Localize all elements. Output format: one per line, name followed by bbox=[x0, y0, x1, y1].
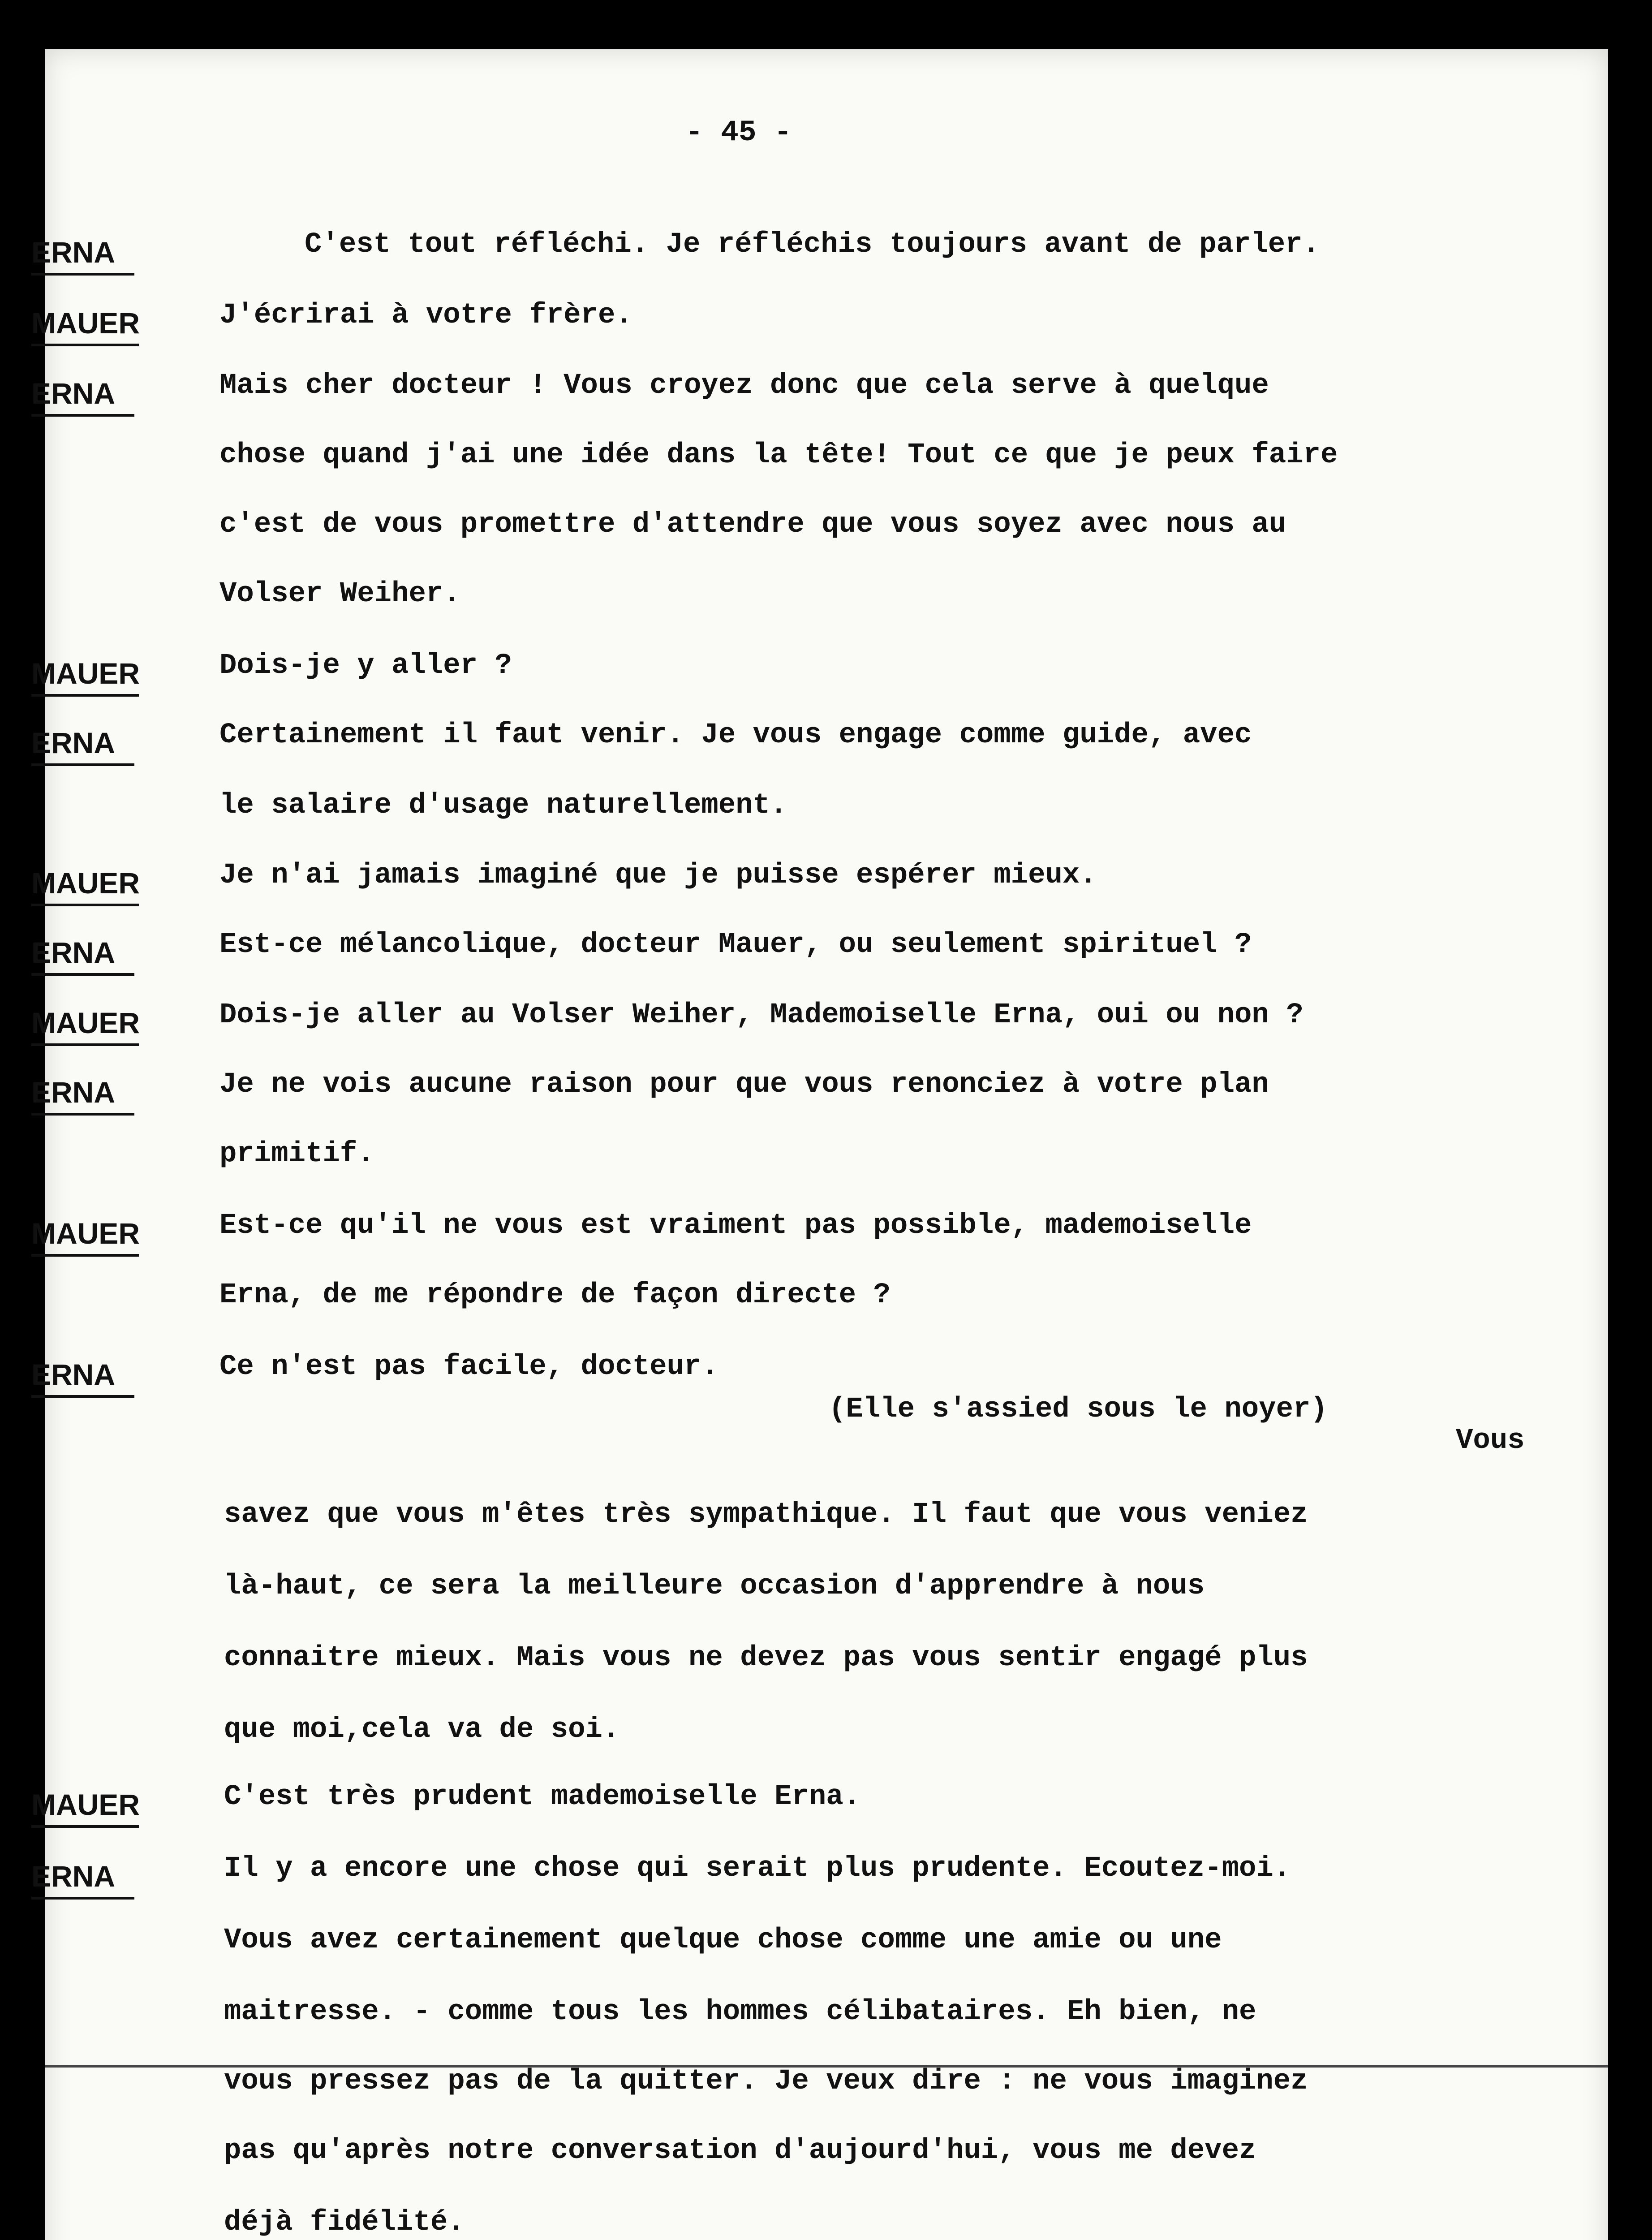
dialogue-line: Est-ce mélancolique, docteur Mauer, ou seulement spirituel ? bbox=[219, 929, 1252, 961]
speaker-label: MAUER bbox=[31, 1006, 139, 1046]
dialogue-line: Vous bbox=[1456, 1425, 1525, 1457]
dialogue-line: connaitre mieux. Mais vous ne devez pas vous sentir engagé plus bbox=[224, 1642, 1308, 1674]
dialogue-line: Mais cher docteur ! Vous croyez donc que cela serve à quelque bbox=[219, 370, 1269, 402]
speaker-label: ERNA bbox=[31, 935, 134, 976]
dialogue-line: Je ne vois aucune raison pour que vous renonciez à votre plan bbox=[219, 1068, 1269, 1101]
dialogue-line: chose quand j'ai une idée dans la tête! Tout ce que je peux faire bbox=[219, 439, 1338, 471]
speaker-label: ERNA bbox=[31, 376, 134, 417]
dialogue-line: que moi,cela va de soi. bbox=[224, 1714, 620, 1746]
dialogue-line: maitresse. - comme tous les hommes célibataires. Eh bien, ne bbox=[224, 1996, 1256, 2028]
dialogue-line: Je n'ai jamais imaginé que je puisse espérer mieux. bbox=[219, 859, 1097, 892]
dialogue-line: pas qu'après notre conversation d'aujourd'hui, vous me devez bbox=[224, 2135, 1256, 2167]
speaker-label: ERNA bbox=[31, 1075, 134, 1116]
speaker-label: ERNA bbox=[31, 726, 134, 766]
speaker-label: ERNA bbox=[31, 235, 134, 276]
dialogue-line: Ce n'est pas facile, docteur. bbox=[219, 1351, 718, 1383]
dialogue-line: c'est de vous promettre d'attendre que vous soyez avec nous au bbox=[219, 508, 1286, 541]
stage-direction: (Elle s'assied sous le noyer) bbox=[829, 1393, 1328, 1426]
dialogue-line: Vous avez certainement quelque chose comme une amie ou une bbox=[224, 1924, 1222, 1956]
dialogue-line: C'est très prudent mademoiselle Erna. bbox=[224, 1781, 861, 1813]
dialogue-line: déjà fidélité. bbox=[224, 2206, 465, 2239]
dialogue-line: J'écrirai à votre frère. bbox=[219, 299, 632, 332]
dialogue-line: Volser Weiher. bbox=[219, 578, 460, 610]
speaker-label: MAUER bbox=[31, 1216, 139, 1257]
speaker-label: ERNA bbox=[31, 1859, 134, 1900]
dialogue-line: savez que vous m'êtes très sympathique. Il faut que vous veniez bbox=[224, 1499, 1308, 1531]
dialogue-line: Certainement il faut venir. Je vous engage comme guide, avec bbox=[219, 719, 1252, 751]
dialogue-line: Est-ce qu'il ne vous est vraiment pas possible, mademoiselle bbox=[219, 1210, 1252, 1242]
speaker-label: MAUER bbox=[31, 656, 139, 697]
dialogue-line: Dois-je y aller ? bbox=[219, 650, 512, 682]
dialogue-line: primitif. bbox=[219, 1138, 374, 1170]
page-number: - 45 - bbox=[685, 116, 792, 149]
speaker-label: MAUER bbox=[31, 866, 139, 906]
speaker-label: MAUER bbox=[31, 306, 139, 346]
dialogue-line: C'est tout réfléchi. Je réfléchis toujours avant de parler. bbox=[305, 228, 1320, 261]
dialogue-line: Erna, de me répondre de façon directe ? bbox=[219, 1279, 891, 1311]
dialogue-line: le salaire d'usage naturellement. bbox=[219, 789, 787, 822]
speaker-label: MAUER bbox=[31, 1788, 139, 1828]
dialogue-line: vous pressez pas de la quitter. Je veux dire : ne vous imaginez bbox=[224, 2065, 1308, 2098]
dialogue-line: là-haut, ce sera la meilleure occasion d'apprendre à nous bbox=[224, 1570, 1205, 1602]
dialogue-line: Dois-je aller au Volser Weiher, Mademoiselle Erna, oui ou non ? bbox=[219, 999, 1304, 1031]
speaker-label: ERNA bbox=[31, 1357, 134, 1398]
dialogue-line: Il y a encore une chose qui serait plus prudente. Ecoutez-moi. bbox=[224, 1852, 1291, 1885]
